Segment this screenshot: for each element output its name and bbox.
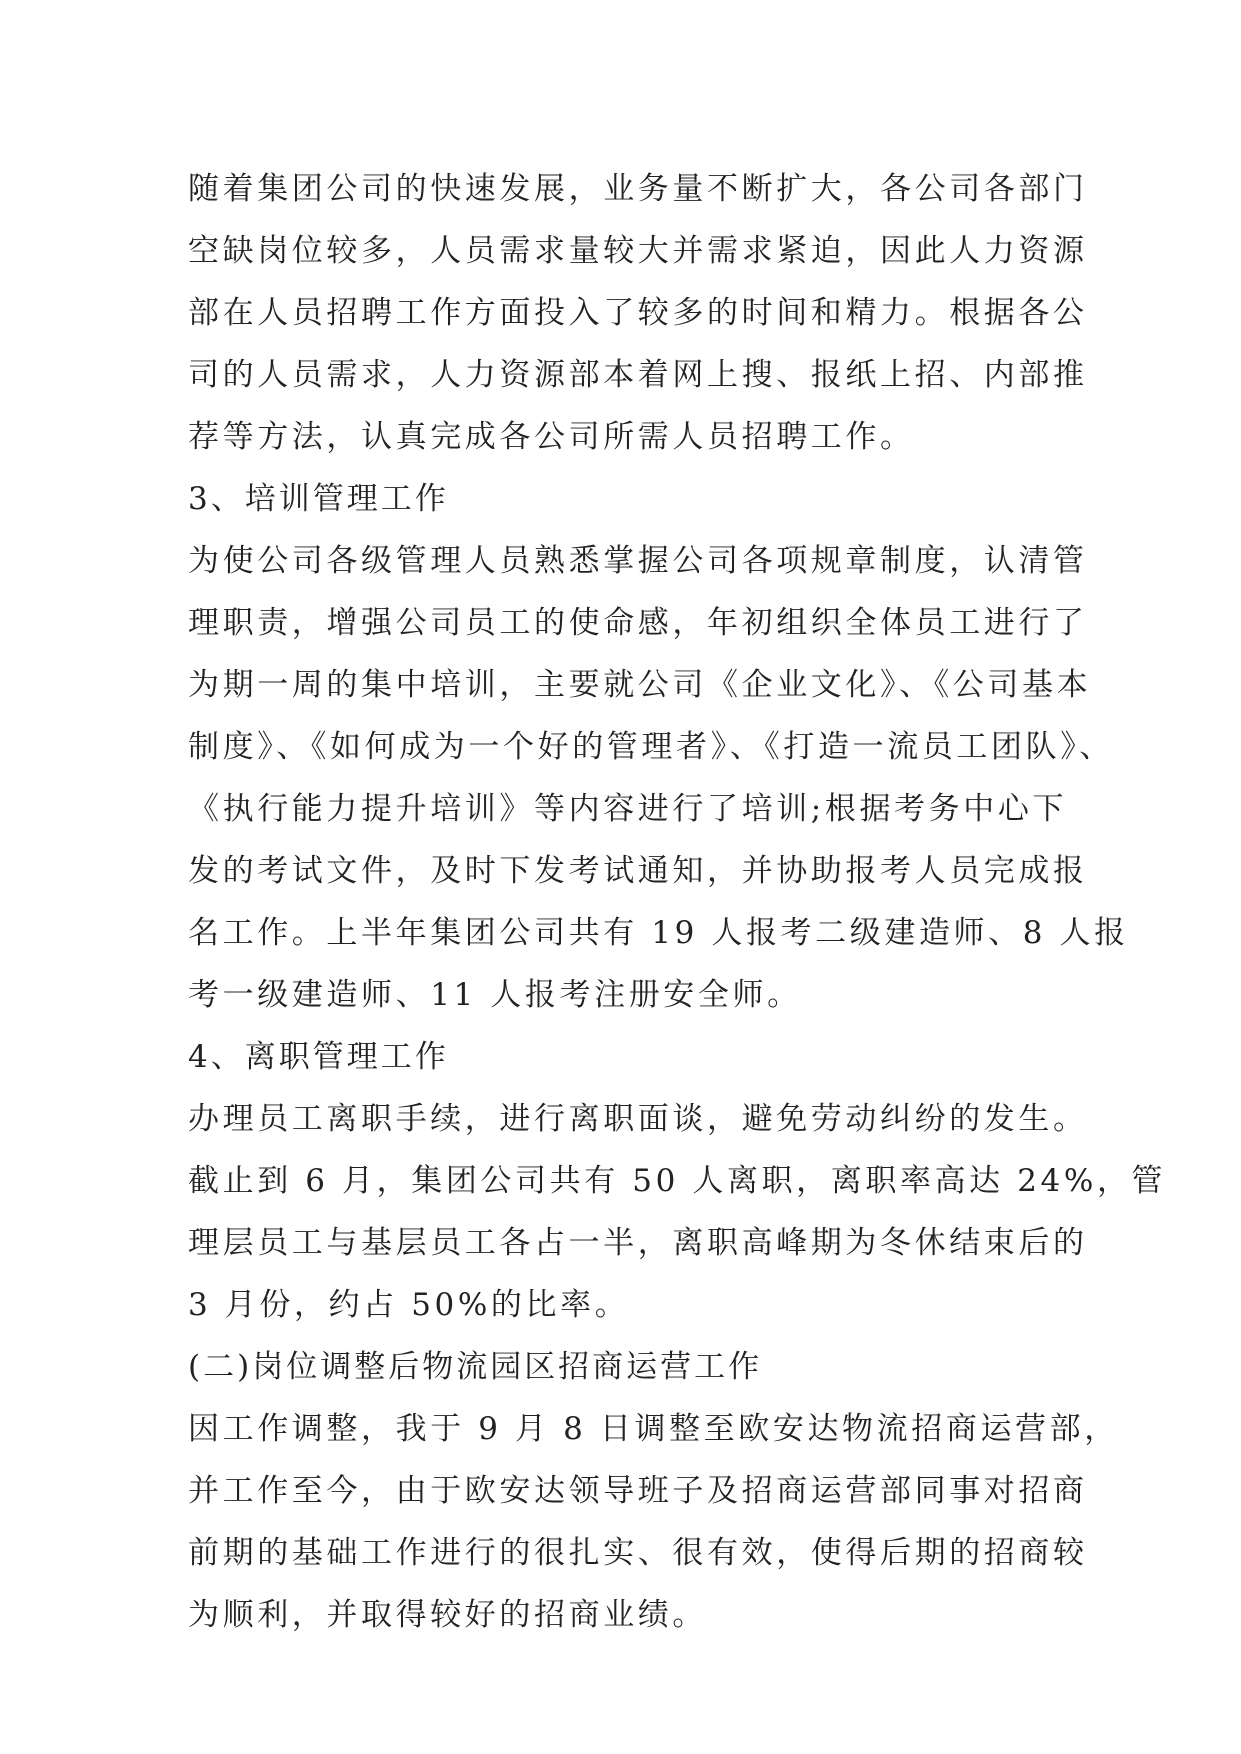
paragraph-line: 荐等方法，认真完成各公司所需人员招聘工作。 bbox=[188, 419, 915, 455]
paragraph-line: 为使公司各级管理人员熟悉掌握公司各项规章制度，认清管 bbox=[188, 543, 1088, 579]
section-heading-logistics: (二)岗位调整后物流园区招商运营工作 bbox=[188, 1349, 763, 1385]
paragraph-line: 前期的基础工作进行的很扎实、很有效，使得后期的招商较 bbox=[188, 1535, 1088, 1571]
paragraph-line: 发的考试文件，及时下发考试通知，并协助报考人员完成报 bbox=[188, 853, 1088, 889]
paragraph-line: 为期一周的集中培训，主要就公司《企业文化》、《公司基本 bbox=[188, 667, 1092, 703]
paragraph-line: 随着集团公司的快速发展，业务量不断扩大，各公司各部门 bbox=[188, 171, 1088, 207]
paragraph-line: 《执行能力提升培训》等内容进行了培训;根据考务中心下 bbox=[188, 791, 1068, 827]
paragraph-line: 办理员工离职手续，进行离职面谈，避免劳动纠纷的发生。 bbox=[188, 1101, 1088, 1137]
paragraph-line: 制度》、《如何成为一个好的管理者》、《打造一流员工团队》、 bbox=[188, 729, 1114, 765]
section-heading-training: 3、培训管理工作 bbox=[188, 481, 449, 517]
paragraph-line: 理层员工与基层员工各占一半，离职高峰期为冬休结束后的 bbox=[188, 1225, 1088, 1261]
paragraph-line: 名工作。上半年集团公司共有 19 人报考二级建造师、8 人报 bbox=[188, 915, 1129, 951]
paragraph-line: 3 月份，约占 50%的比率。 bbox=[188, 1287, 630, 1323]
paragraph-line: 部在人员招聘工作方面投入了较多的时间和精力。根据各公 bbox=[188, 295, 1088, 331]
section-heading-resignation: 4、离职管理工作 bbox=[188, 1039, 449, 1075]
paragraph-line: 空缺岗位较多，人员需求量较大并需求紧迫，因此人力资源 bbox=[188, 233, 1088, 269]
paragraph-line: 为顺利，并取得较好的招商业绩。 bbox=[188, 1597, 707, 1633]
paragraph-line: 截止到 6 月，集团公司共有 50 人离职，离职率高达 24%，管 bbox=[188, 1163, 1167, 1199]
document-body bbox=[188, 158, 1167, 1646]
paragraph-line: 考一级建造师、11 人报考注册安全师。 bbox=[188, 977, 802, 1013]
paragraph-line: 并工作至今，由于欧安达领导班子及招商运营部同事对招商 bbox=[188, 1473, 1088, 1509]
paragraph-line: 理职责，增强公司员工的使命感，年初组织全体员工进行了 bbox=[188, 605, 1088, 641]
paragraph-line: 因工作调整，我于 9 月 8 日调整至欧安达物流招商运营部， bbox=[188, 1411, 1119, 1447]
paragraph-line: 司的人员需求，人力资源部本着网上搜、报纸上招、内部推 bbox=[188, 357, 1088, 393]
